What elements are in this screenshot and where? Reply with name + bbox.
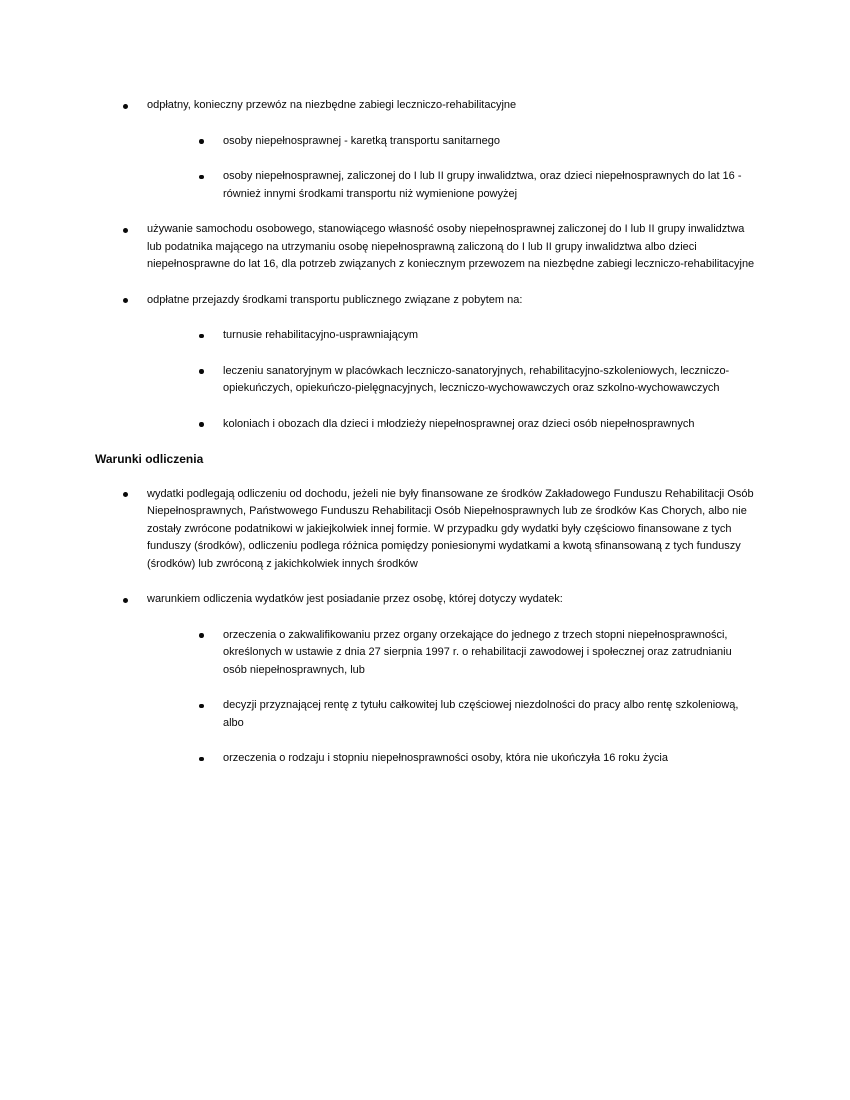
bullet-icon (199, 369, 204, 374)
list-item (223, 416, 755, 434)
list-item (147, 591, 755, 609)
bullet-icon (199, 422, 204, 427)
bullet-icon (123, 598, 128, 603)
list-item-text: leczeniu sanatoryjnym w placówkach leczniczo-sanatoryjnych, rehabilitacyjno-szkoleniowych, leczniczo-opiekuńczych, opiekuńczo-pielęgnacyjnych, leczniczo-wychowawczych oraz szkolno-wychowawczych (223, 364, 730, 394)
list-item (147, 486, 755, 574)
bullet-icon (123, 492, 128, 497)
list-item-text: osoby niepełnosprawnej, zaliczonej do I lub II grupy inwalidztwa, oraz dzieci niepełnosprawnych do lat 16 - również innymi środkami transportu niż wymienione powyżej (223, 170, 742, 200)
bullet-icon (123, 104, 128, 109)
list-item-text: odpłatne przejazdy środkami transportu publicznego związane z pobytem na: (147, 293, 523, 306)
list-item (147, 221, 755, 274)
list-item-text: wydatki podlegają odliczeniu od dochodu, jeżeli nie były finansowane ze środków Zakładowego Funduszu Rehabilitacji Osób Niepełnosprawnych, Państwowego Funduszu Rehabilitacji Osób Niepełnosprawnych lub ze środków Kas Chorych, albo nie zostały zwrócone podatnikowi w jakiejkolwiek innej formie. W przypadku gdy wydatki były częściowo finansowane z tych funduszy (środków), odliczeniu podlega różnica pomiędzy poniesionymi wydatkami a kwotą sfinansowaną z tych funduszy (środków) lub zwróconą z jakichkolwiek innych środków (147, 487, 754, 570)
list-item (147, 97, 755, 115)
bullet-icon (199, 175, 204, 180)
list-item-text: odpłatny, konieczny przewóz na niezbędne zabiegi leczniczo-rehabilitacyjne (147, 99, 517, 111)
list-item (147, 292, 755, 310)
bullet-icon (123, 228, 128, 233)
list-item-text: używanie samochodu osobowego, stanowiącego własność osoby niepełnosprawnej zaliczonej do I lub II grupy inwalidztwa lub podatnika mającego na utrzymaniu osobę niepełnosprawną zaliczoną do I lub II grupy inwalidztwa albo dzieci niepełnosprawne do lat 16, dla potrzeb związanych z koniecznym przewozem na niezbędne zabiegi leczniczo-rehabilitacyjne (147, 223, 755, 270)
document-content (0, 97, 755, 786)
list-item (223, 697, 755, 732)
bullet-icon (199, 633, 204, 638)
list-item (223, 363, 755, 398)
bullet-icon (123, 298, 128, 303)
list-item-text: orzeczenia o rodzaju i stopniu niepełnosprawności osoby, która nie ukończyła 16 roku życia (223, 752, 668, 764)
list-item-text: orzeczenia o zakwalifikowaniu przez organy orzekające do jednego z trzech stopni niepełnosprawności, określonych w ustawie z dnia 27 sierpnia 1997 r. o rehabilitacji zawodowej i społecznej oraz zatrudnianiu osób niepełnosprawnych, lub (223, 628, 732, 676)
list-item (223, 168, 755, 203)
list-item-text: warunkiem odliczenia wydatków jest posiadanie przez osobę, której dotyczy wydatek: (147, 593, 563, 605)
list-item-text: decyzji przyznającej rentę z tytułu całkowitej lub częściowej niezdolności do pracy albo rentę szkoleniową, albo (223, 699, 739, 729)
bullet-icon (199, 757, 204, 762)
list-item-text: turnusie rehabilitacyjno-usprawniającym (223, 329, 419, 341)
list-item (223, 327, 755, 345)
section-heading: Warunki odliczenia (95, 452, 204, 466)
list-item-text: osoby niepełnosprawnej - karetką transportu sanitarnego (223, 134, 500, 147)
bullet-icon (199, 334, 204, 339)
list-item (223, 133, 755, 151)
bullet-icon (199, 704, 204, 709)
list-item-text: koloniach i obozach dla dzieci i młodzieży niepełnosprawnej oraz dzieci osób niepełnosprawnych (223, 417, 695, 430)
bullet-icon (199, 139, 204, 144)
list-item (223, 750, 755, 768)
list-item (223, 627, 755, 680)
